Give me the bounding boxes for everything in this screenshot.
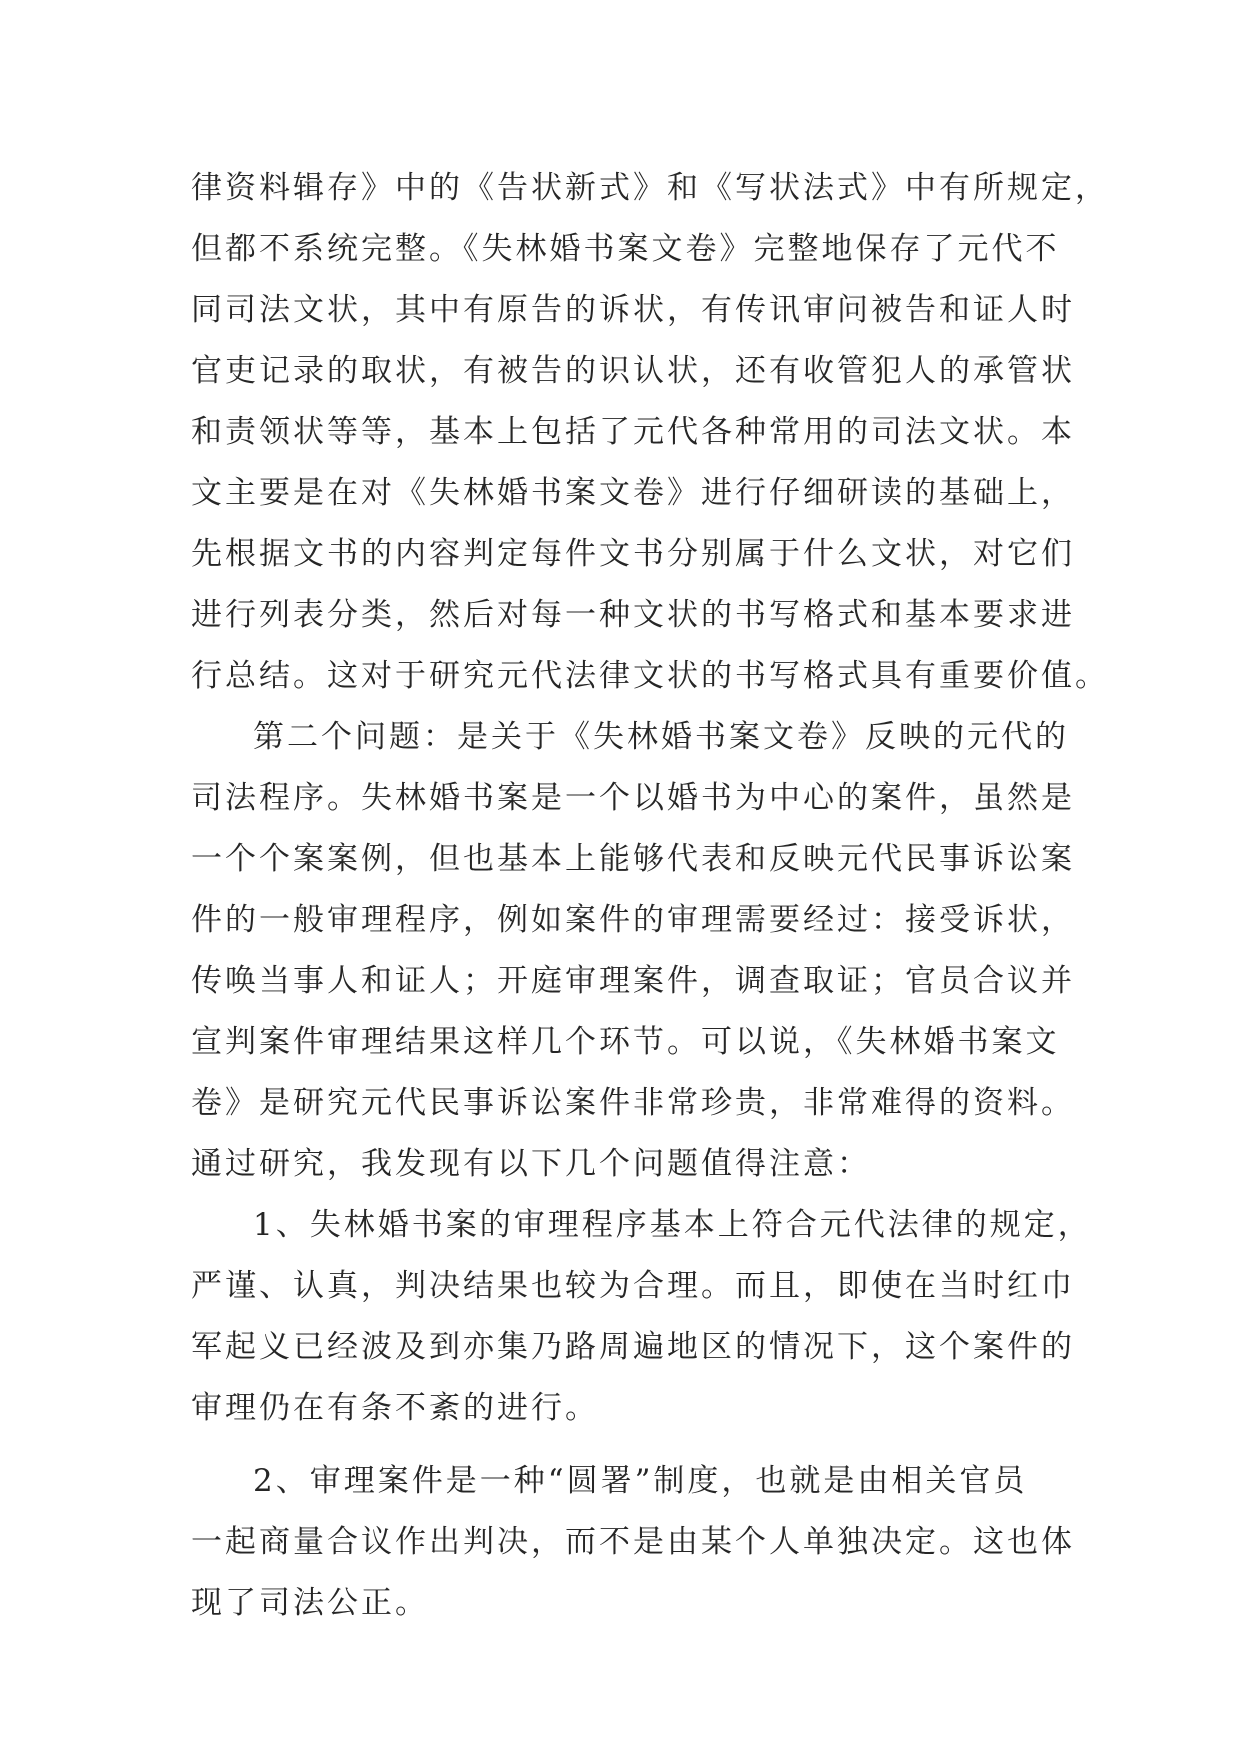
paragraph-4-line-2: 一起商量合议作出判决，而不是由某个人单独决定。这也体 (191, 1524, 1075, 1560)
paragraph-1-line-2: 但都不系统完整。《失林婚书案文卷》完整地保存了元代不 (191, 231, 1060, 267)
paragraph-2-line-3: 一个个案案例，但也基本上能够代表和反映元代民事诉讼案 (191, 841, 1075, 877)
paragraph-1-line-1: 律资料辑存》中的《告状新式》和《写状法式》中有所规定， (191, 170, 1109, 206)
paragraph-1-line-8: 进行列表分类，然后对每一种文状的书写格式和基本要求进 (191, 597, 1075, 633)
paragraph-3-line-2: 严谨、认真，判决结果也较为合理。而且，即使在当时红巾 (191, 1268, 1075, 1304)
paragraph-3-line-1: 1、失林婚书案的审理程序基本上符合元代法律的规定， (253, 1207, 1092, 1243)
paragraph-1-line-9: 行总结。这对于研究元代法律文状的书写格式具有重要价值。 (191, 658, 1109, 694)
paragraph-2-line-2: 司法程序。失林婚书案是一个以婚书为中心的案件，虽然是 (191, 780, 1075, 816)
paragraph-1-line-6: 文主要是在对《失林婚书案文卷》进行仔细研读的基础上， (191, 475, 1075, 511)
paragraph-4-line-1: 2、审理案件是一种“圆署”制度，也就是由相关官员 (253, 1463, 1028, 1499)
paragraph-2-line-8: 通过研究，我发现有以下几个问题值得注意： (191, 1146, 871, 1182)
paragraph-4-line-3: 现了司法公正。 (191, 1585, 429, 1621)
paragraph-3-line-3: 军起义已经波及到亦集乃路周遍地区的情况下，这个案件的 (191, 1329, 1075, 1365)
paragraph-1-line-7: 先根据文书的内容判定每件文书分别属于什么文状，对它们 (191, 536, 1075, 572)
paragraph-2-line-5: 传唤当事人和证人；开庭审理案件，调查取证；官员合议并 (191, 963, 1075, 999)
paragraph-3-line-4: 审理仍在有条不紊的进行。 (191, 1390, 599, 1426)
paragraph-1-line-4: 官吏记录的取状，有被告的识认状，还有收管犯人的承管状 (191, 353, 1075, 389)
paragraph-2-line-1: 第二个问题：是关于《失林婚书案文卷》反映的元代的 (253, 719, 1069, 755)
paragraph-1-line-5: 和责领状等等，基本上包括了元代各种常用的司法文状。本 (191, 414, 1075, 450)
paragraph-2-line-6: 宣判案件审理结果这样几个环节。可以说，《失林婚书案文 (191, 1024, 1060, 1060)
paragraph-gap (191, 1439, 1071, 1451)
paragraph-1-line-3: 同司法文状，其中有原告的诉状，有传讯审问被告和证人时 (191, 292, 1075, 328)
paragraph-2-line-7: 卷》是研究元代民事诉讼案件非常珍贵，非常难得的资料。 (191, 1085, 1075, 1121)
paragraph-2-line-4: 件的一般审理程序，例如案件的审理需要经过：接受诉状， (191, 902, 1075, 938)
body-text (191, 158, 1109, 1634)
